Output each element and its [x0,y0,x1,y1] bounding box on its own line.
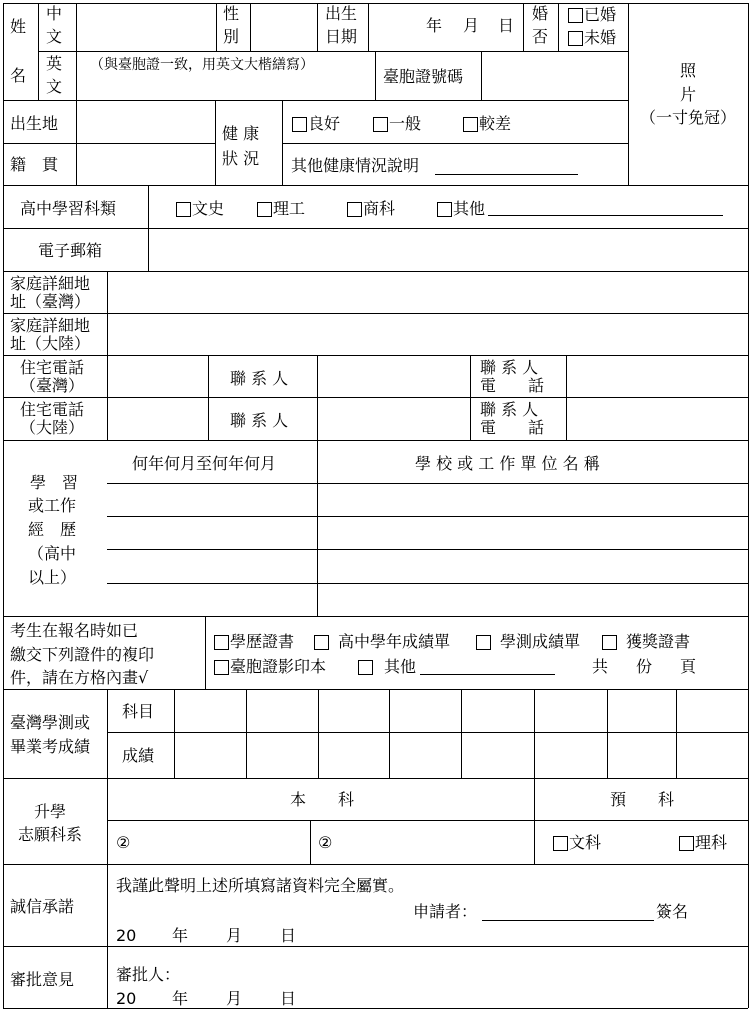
unmarried-checkbox[interactable] [568,31,583,46]
health-good-label: 良好 [308,114,341,133]
pledge-statement: 我謹此聲明上述所填寫諸資料完全屬實。 [116,876,405,895]
study-category-label: 高中學習科類 [20,199,117,218]
birthplace-label: 出生地 [10,114,59,133]
english-label-2: 文 [46,77,63,96]
unmarried-label: 未婚 [584,28,617,47]
business-label: 商科 [363,199,396,218]
undergrad-header: 本 科 [290,790,355,809]
email-label: 電子郵箱 [38,241,103,260]
contact-phone-tw-label-2: 電 話 [480,376,545,395]
contact-phone-tw-label-1: 聯 系 人 [480,358,539,377]
business-checkbox[interactable] [347,202,362,217]
phone-cn-label-2: （大陸） [20,418,85,437]
applicant-label: 申請者： [413,902,478,921]
gender-label-2: 別 [223,27,240,46]
phone-cn-label-1: 住宅電話 [20,400,85,419]
applicant-signature-line[interactable] [482,920,654,921]
permit-number-label: 臺胞證號碼 [383,67,464,86]
scores-label-1: 臺灣學測或 [10,713,91,732]
science-checkbox[interactable] [257,202,272,217]
total-label: 共 [592,657,609,676]
choice-mark-1: ② [116,833,131,852]
other-study-label: 其他 [453,199,486,218]
other-study-underline[interactable] [488,215,723,216]
arts-label: 文史 [192,199,225,218]
diploma-label: 學歷證書 [230,632,295,651]
chinese-label-1: 中 [46,4,63,23]
prep-science-label: 理科 [695,833,728,852]
approval-year-label: 年 [172,989,189,1008]
choice-label-1: 升學 [34,802,67,821]
contact-phone-cn-label-2: 電 話 [480,418,545,437]
pledge-year-label: 年 [172,926,189,945]
english-label-1: 英 [46,54,63,73]
experience-label-1: 學 習 [30,473,79,492]
health-poor-checkbox[interactable] [463,117,478,132]
contact-phone-cn-label-1: 聯 系 人 [480,400,539,419]
address-cn-label-1: 家庭詳細地 [10,316,91,335]
sign-label: 簽名 [656,902,689,921]
subject-label: 科目 [122,702,155,721]
documents-label-1: 考生在報名時如已 [10,621,139,640]
pledge-label: 誠信承諾 [10,897,75,916]
health-label-2: 狀 況 [222,149,260,168]
name-label-2: 名 [10,66,27,85]
health-label-1: 健 康 [222,124,260,143]
approval-month-label: 月 [226,989,243,1008]
permit-copy-checkbox[interactable] [214,660,229,675]
pledge-day-label: 日 [280,926,297,945]
approval-year-prefix: 20 [116,989,137,1008]
english-name-hint: （與臺胞證一致，用英文大楷繕寫） [90,57,314,73]
health-good-checkbox[interactable] [292,117,307,132]
name-label-1: 姓 [10,17,27,36]
experience-label-2: 或工作 [28,496,77,515]
transcript-checkbox[interactable] [314,635,329,650]
birthdate-label-2: 日期 [325,27,358,46]
address-tw-label-2: 址（臺灣） [10,292,91,311]
photo-label-2: 片 [680,85,697,104]
gender-label-1: 性 [223,4,240,23]
pledge-year-prefix: 20 [116,926,137,945]
score-label: 成績 [122,746,155,765]
chinese-label-2: 文 [46,27,63,46]
award-label: 獲獎證書 [626,632,691,651]
documents-label-2: 繳交下列證件的複印 [10,645,155,664]
science-label: 理工 [273,199,306,218]
birth-year-label: 年 [426,16,443,35]
birth-month-label: 月 [463,16,480,35]
phone-tw-label-1: 住宅電話 [20,358,85,377]
health-normal-checkbox[interactable] [373,117,388,132]
approval-day-label: 日 [280,989,297,1008]
prep-header: 預 科 [610,790,675,809]
pledge-month-label: 月 [226,926,243,945]
address-cn-label-2: 址（大陸） [10,334,91,353]
native-place-label: 籍 貫 [10,155,59,174]
pages-label: 頁 [680,657,697,676]
married-label: 已婚 [584,5,617,24]
health-normal-label: 一般 [389,114,422,133]
experience-label-3: 經 歷 [28,520,77,539]
birth-day-label: 日 [498,16,515,35]
documents-label-3: 件，請在方格內畫√ [10,668,149,687]
health-other-label: 其他健康情況說明 [291,156,420,175]
approval-label: 審批意見 [10,970,75,989]
exam-scores-checkbox[interactable] [476,635,491,650]
copies-label: 份 [636,657,653,676]
prep-arts-checkbox[interactable] [553,836,568,851]
address-tw-label-1: 家庭詳細地 [10,274,91,293]
marital-label-1: 婚 [532,4,549,23]
other-document-checkbox[interactable] [358,660,373,675]
health-other-underline[interactable] [435,174,578,175]
transcript-label: 高中學年成績單 [338,632,451,651]
phone-tw-label-2: （臺灣） [20,376,85,395]
diploma-checkbox[interactable] [214,635,229,650]
photo-label-1: 照 [680,61,697,80]
other-document-label: 其他 [384,657,417,676]
marital-label-2: 否 [532,27,549,46]
prep-science-checkbox[interactable] [679,836,694,851]
married-checkbox[interactable] [568,8,583,23]
permit-copy-label: 臺胞證影印本 [230,657,327,676]
arts-checkbox[interactable] [176,202,191,217]
choice-mark-2: ② [318,833,333,852]
other-study-checkbox[interactable] [437,202,452,217]
photo-label-3: （一寸免冠） [640,108,737,127]
contact-person-tw-label: 聯 系 人 [230,369,289,388]
approver-label: 審批人： [116,965,181,984]
experience-label-4: （高中 [28,544,77,563]
choice-label-2: 志願科系 [18,825,83,844]
award-checkbox[interactable] [602,635,617,650]
birthdate-label-1: 出生 [325,4,358,23]
other-document-underline[interactable] [420,674,555,675]
prep-arts-label: 文科 [569,833,602,852]
exam-scores-label: 學測成績單 [500,632,581,651]
scores-label-2: 畢業考成績 [10,737,91,756]
health-poor-label: 較差 [479,114,512,133]
period-header: 何年何月至何年何月 [132,454,277,473]
school-header: 學 校 或 工 作 單 位 名 稱 [415,454,600,473]
experience-label-5: 以上） [28,568,77,587]
contact-person-cn-label: 聯 系 人 [230,411,289,430]
